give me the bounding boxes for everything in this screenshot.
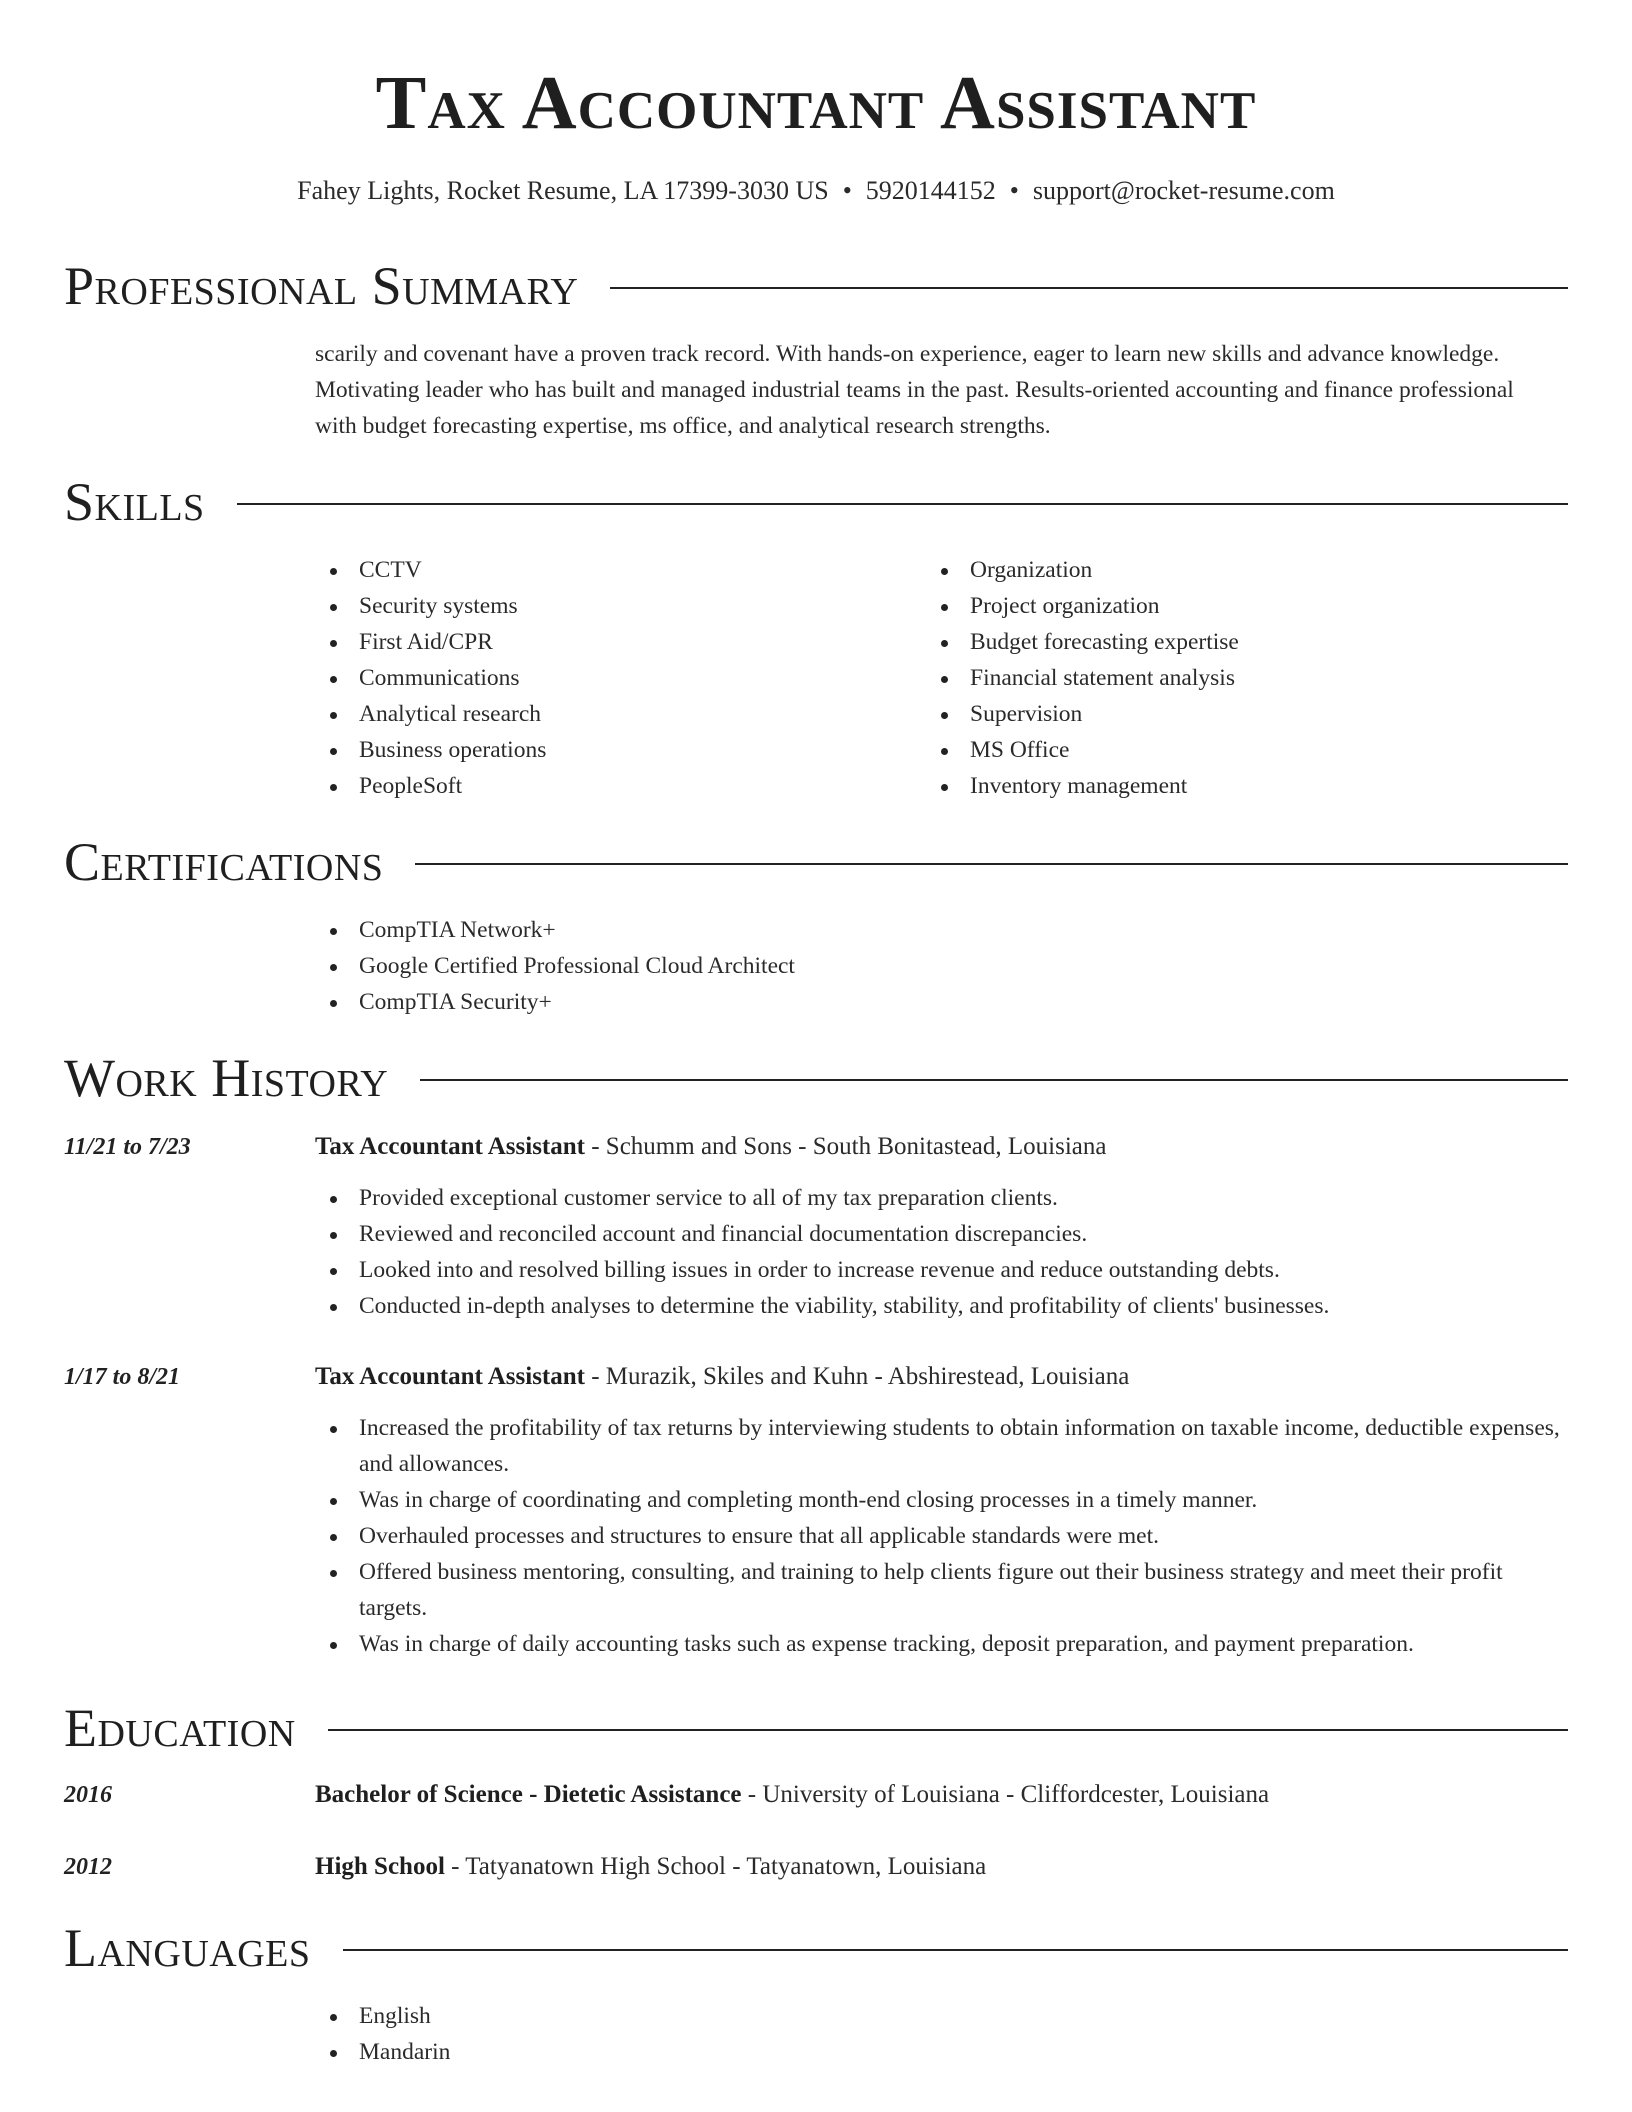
job-dates: 11/21 to 7/23: [64, 1134, 191, 1160]
certifications-section-header: [64, 830, 1568, 894]
job-dates: 1/17 to 8/21: [64, 1364, 181, 1390]
education-school: - University of Louisiana - Cliffordcester, Louisiana: [741, 1781, 1270, 1808]
contact-address: Fahey Lights, Rocket Resume, LA 17399-3030 US: [297, 176, 829, 205]
work-history-heading: Work History: [64, 1048, 389, 1108]
job-bullet: Looked into and resolved billing issues in order to increase revenue and reduce outstanding debts.: [315, 1252, 1565, 1288]
summary-heading: Professional Summary: [64, 256, 579, 316]
skill-item: MS Office: [926, 732, 1526, 768]
skill-item: First Aid/CPR: [315, 624, 915, 660]
contact-email: support@rocket-resume.com: [1032, 176, 1335, 205]
resume-title: Tax Accountant Assistant: [375, 61, 1257, 145]
job-heading: [315, 1360, 1565, 1394]
skills-list-left: [315, 552, 915, 804]
skill-item: Business operations: [315, 732, 915, 768]
language-item: Mandarin: [315, 2034, 1555, 2070]
job-bullet: Increased the profitability of tax returns by interviewing students to obtain information on taxable income, deductible expenses, and allowances.: [315, 1410, 1565, 1482]
certification-item: Google Certified Professional Cloud Architect: [315, 948, 1555, 984]
skill-item: Communications: [315, 660, 915, 696]
section-divider: [237, 503, 1568, 505]
job-bullet: Overhauled processes and structures to ensure that all applicable standards were met.: [315, 1518, 1565, 1554]
skill-item: PeopleSoft: [315, 768, 915, 804]
education-heading: Education: [64, 1698, 296, 1758]
skill-item: Analytical research: [315, 696, 915, 732]
education-section-header: [64, 1696, 1568, 1760]
languages-section-header: [64, 1916, 1568, 1980]
education-degree: Bachelor of Science - Dietetic Assistance: [315, 1781, 742, 1808]
skill-item: Inventory management: [926, 768, 1526, 804]
skill-item: CCTV: [315, 552, 915, 588]
skills-list-right: [926, 552, 1526, 804]
section-divider: [328, 1729, 1568, 1731]
job-bullet: Provided exceptional customer service to all of my tax preparation clients.: [315, 1180, 1565, 1216]
contact-line: [0, 174, 1632, 208]
language-item: English: [315, 1998, 1555, 2034]
certifications-heading: Certifications: [64, 832, 384, 892]
job-title: Tax Accountant Assistant: [315, 1133, 585, 1160]
section-divider: [610, 287, 1568, 289]
contact-separator: •: [842, 176, 852, 205]
skill-item: Financial statement analysis: [926, 660, 1526, 696]
skill-item: Project organization: [926, 588, 1526, 624]
contact-separator: •: [1009, 176, 1019, 205]
skills-section-header: [64, 470, 1568, 534]
certification-item: CompTIA Security+: [315, 984, 1555, 1020]
job-bullet: Reviewed and reconciled account and financial documentation discrepancies.: [315, 1216, 1565, 1252]
education-degree: High School: [315, 1853, 445, 1880]
skills-heading: Skills: [64, 472, 205, 532]
job-title: Tax Accountant Assistant: [315, 1363, 585, 1390]
certifications-list: [315, 912, 1555, 1020]
job-bullets: [315, 1410, 1565, 1662]
job-bullet: Offered business mentoring, consulting, and training to help clients figure out their business strategy and meet their profit targets.: [315, 1554, 1565, 1626]
job-employer: - Schumm and Sons - South Bonitastead, Louisiana: [584, 1133, 1107, 1160]
education-entry: [315, 1778, 1565, 1812]
job-bullet: Was in charge of coordinating and completing month-end closing processes in a timely manner.: [315, 1482, 1565, 1518]
job-bullet: Was in charge of daily accounting tasks such as expense tracking, deposit preparation, and payment preparation.: [315, 1626, 1565, 1662]
languages-list: [315, 1998, 1555, 2070]
summary-section-header: [64, 254, 1568, 318]
skill-item: Budget forecasting expertise: [926, 624, 1526, 660]
summary-text: scarily and covenant have a proven track record. With hands-on experience, eager to learn new skills and advance knowledge. Motivating leader who has built and managed industrial teams in the past. Results-oriented accounting and finance professional with budget forecasting expertise, ms office, and analytical research strengths.: [315, 341, 1514, 439]
section-divider: [415, 863, 1568, 865]
work-history-section-header: [64, 1046, 1568, 1110]
education-school: - Tatyanatown High School - Tatyanatown, Louisiana: [444, 1853, 987, 1880]
section-divider: [420, 1079, 1568, 1081]
job-bullet: Conducted in-depth analyses to determine the viability, stability, and profitability of clients' businesses.: [315, 1288, 1565, 1324]
job-heading: [315, 1130, 1565, 1164]
education-year: 2016: [64, 1782, 112, 1808]
skill-item: Security systems: [315, 588, 915, 624]
contact-phone: 5920144152: [865, 176, 996, 205]
skill-item: Organization: [926, 552, 1526, 588]
section-divider: [343, 1949, 1569, 1951]
education-year: 2012: [64, 1854, 112, 1880]
education-entry: [315, 1850, 1565, 1884]
job-bullets: [315, 1180, 1565, 1324]
job-employer: - Murazik, Skiles and Kuhn - Abshirestead, Louisiana: [584, 1363, 1130, 1390]
certification-item: CompTIA Network+: [315, 912, 1555, 948]
skill-item: Supervision: [926, 696, 1526, 732]
languages-heading: Languages: [64, 1918, 311, 1978]
